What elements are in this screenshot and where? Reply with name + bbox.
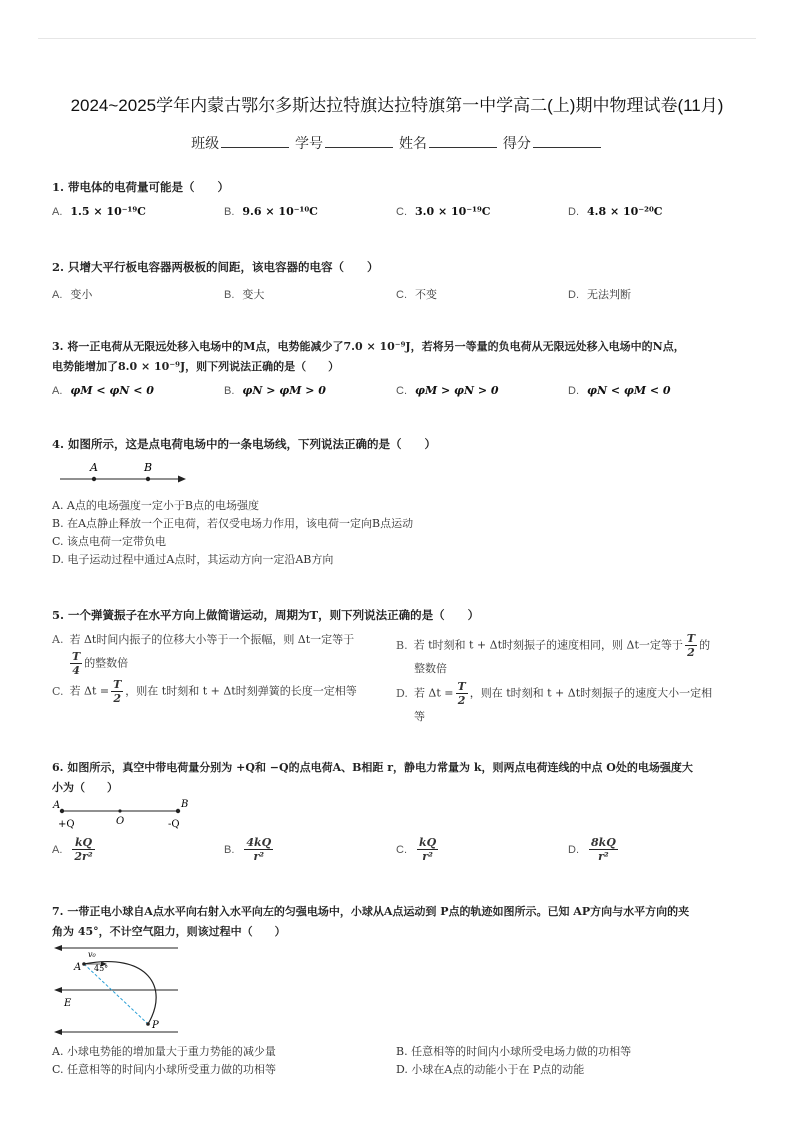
q5-option-a-text: 若 Δt时间内振子的位移大小等于一个振幅，则 Δt一定等于 [69,633,355,646]
point-p-dot [146,1022,150,1026]
q6-option-a-letter: A. [52,843,63,856]
q1-option-c[interactable] [396,205,491,218]
q6-option-d-fraction [589,836,618,863]
fraction-denominator: 2r² [74,850,93,863]
q1-option-c-value: 3.0 × 10⁻¹⁹C [415,205,491,218]
q3-option-a-letter: A. [52,385,63,397]
point-a-label: A [90,461,98,474]
midpoint-o-dot [118,809,121,812]
arrow-head-icon [178,476,186,483]
q5-option-d-fraction [456,680,468,707]
fraction-denominator: 4 [72,664,80,677]
q5-option-d-tail2: 等 [414,710,425,723]
q1-option-d-value: 4.8 × 10⁻²⁰C [587,205,663,218]
question-7 [52,902,754,942]
q1-option-a[interactable] [52,205,146,218]
fraction-numerator: T [686,632,696,645]
q6-option-b-fraction [244,836,273,863]
name-blank[interactable] [429,135,497,148]
charge-a-value: +Q [58,819,75,830]
question-5-stem: 5. 一个弹簧振子在水平方向上做简谐运动，周期为T，则下列说法正确的是（ ） [52,608,480,622]
q2-option-a-value: 变小 [70,288,93,301]
question-2 [52,257,754,277]
q3-option-c-letter: C. [396,385,407,397]
q6-option-c[interactable] [396,836,440,863]
q5-option-a-tail: 的整数倍 [84,656,129,670]
v0-label: v₀ [88,950,96,959]
question-6 [52,758,754,798]
question-7-stem-line1: 7. 一带正电小球自A点水平向右射入水平向左的匀强电场中，小球从A点运动到 P点的轨迹如图所示。已知 AP方向与水平方向的夹 [52,905,690,918]
fraction-numerator: T [113,678,122,691]
charge-b-dot [176,809,180,813]
charge-b-value: -Q [168,819,180,830]
q5-option-a-fraction [70,650,82,677]
question-3-stem-line1: 3. 将一正电荷从无限远处移入电场中的M点，电势能减少了7.0 × 10⁻⁹J，若将另一等量的负电荷从无限远处移入电场中的N点， [52,340,685,353]
q5-option-b-tail: 的 [699,638,711,652]
page-title: 2024~2025学年内蒙古鄂尔多斯达拉特旗达拉特旗第一中学高二(上)期中物理试卷(11月) [70,96,724,115]
q7-trajectory-figure [52,942,184,1038]
class-blank[interactable] [221,135,289,148]
q5-option-d[interactable] [396,680,746,727]
q2-option-b-letter: B. [224,289,235,301]
q1-option-b-value: 9.6 × 10⁻¹⁰C [242,205,318,218]
question-6-stem-line1: 6. 如图所示，真空中带电荷量分别为 +Q和 −Q的点电荷A、B相距 r，静电力常量为 k，则两点电荷连线的中点 O处的电场强度大 [52,761,693,774]
arrow-left-icon [54,987,62,993]
q4-option-d[interactable]: D. 电子运动过程中通过A点时，其运动方向一定沿AB方向 [52,553,334,566]
q5-option-b-text: 若 t时刻和 t + Δt时刻振子的速度相同，则 Δt一定等于 [413,638,683,652]
q6-option-d-letter: D. [568,843,579,856]
q1-option-a-letter: A. [52,206,63,218]
q3-option-d-letter: D. [568,385,579,397]
point-a-dot [82,962,86,966]
point-b-dot [146,477,150,481]
question-1-stem: 1. 带电体的电荷量可能是（ ） [52,180,230,194]
point-p-label: P [152,1020,159,1031]
fraction-numerator: T [457,680,466,693]
q4-option-c[interactable]: C. 该点电荷一定带负电 [52,535,167,548]
point-a-dot [92,477,96,481]
q4-option-b[interactable]: B. 在A点静止释放一个正电荷，若仅受电场力作用，该电荷一定向B点运动 [52,517,414,530]
point-b-label: B [144,461,153,474]
fraction-numerator: kQ [419,836,437,849]
fraction-denominator: 2 [687,646,695,659]
q5-option-d-tail: ，则在 t时刻和 t + Δt时刻振子的速度大小一定相 [469,686,713,700]
q4-field-line-figure [56,460,196,488]
score-blank[interactable] [533,135,601,148]
id-blank[interactable] [325,135,393,148]
q6-option-b[interactable] [224,836,275,863]
q5-option-c-tail: ，则在 t时刻和 t + Δt时刻弹簧的长度一定相等 [125,684,357,698]
q5-option-b[interactable] [396,632,746,679]
q5-option-d-letter: D. [396,686,408,700]
q2-option-d[interactable] [568,286,631,302]
q1-option-c-letter: C. [396,206,407,218]
id-label: 学号 [295,135,324,151]
q5-option-b-letter: B. [396,638,408,652]
q1-option-b-letter: B. [224,206,235,218]
class-label: 班级 [191,135,220,151]
q5-option-b-fraction [685,632,697,659]
angle-label: 45° [94,964,109,973]
field-e-label: E [64,998,72,1009]
charge-b-label: B [181,799,189,810]
q6-charges-figure [50,798,200,832]
q1-option-d-letter: D. [568,206,579,218]
q7-option-a[interactable]: A. 小球电势能的增加量大于重力势能的减少量 [52,1045,276,1058]
q2-option-c[interactable] [396,286,437,302]
q2-option-b-value: 变大 [242,288,265,301]
q3-option-d-value: φN < φM < 0 [587,384,671,397]
fraction-numerator: kQ [72,836,94,850]
q3-option-b[interactable] [224,384,326,397]
fraction-numerator: 8kQ [591,836,616,849]
q5-option-c[interactable] [52,678,392,705]
q5-option-d-text: 若 Δt = [413,686,454,700]
q7-option-c[interactable]: C. 任意相等的时间内小球所受重力做的功相等 [52,1063,277,1076]
q5-option-a-letter: A. [52,633,64,646]
q2-option-c-value: 不变 [415,288,437,301]
q5-option-b-tail2: 整数倍 [414,662,447,675]
question-4 [52,434,754,454]
q6-option-c-fraction [417,836,438,863]
fraction-denominator: 2 [457,694,466,707]
question-7-stem-line2: 角为 45°，不计空气阻力，则该过程中（ ） [52,925,286,938]
q7-option-d[interactable]: D. 小球在A点的动能小于在 P点的动能 [396,1063,585,1076]
q5-option-a[interactable] [52,630,382,677]
fraction-denominator: r² [422,850,433,863]
q4-option-a[interactable]: A. A点的电场强度一定小于B点的电场强度 [52,499,259,512]
q3-option-b-value: φN > φM > 0 [242,384,326,397]
point-a-label: A [74,962,82,973]
q3-option-a[interactable] [52,384,154,397]
q6-option-a[interactable] [52,836,97,863]
charge-a-dot [60,809,64,813]
q2-option-d-letter: D. [568,289,579,301]
fraction-denominator: r² [253,850,265,863]
score-label: 得分 [502,135,531,151]
arrow-left-icon [54,1029,62,1035]
q3-option-b-letter: B. [224,385,235,397]
q2-option-d-value: 无法判断 [587,288,631,301]
question-1 [52,177,754,197]
q2-option-a[interactable] [52,286,92,302]
charge-a-label: A [53,800,61,811]
q2-option-b[interactable] [224,286,264,302]
question-2-stem: 2. 只增大平行板电容器两极板的间距，该电容器的电容（ ） [52,260,379,274]
q1-option-b[interactable] [224,205,318,218]
fraction-numerator: T [72,650,81,663]
q1-option-d[interactable] [568,205,663,218]
ap-dashed-line [84,964,148,1024]
q2-option-a-letter: A. [52,289,63,301]
q6-option-a-fraction [72,836,94,863]
name-label: 姓名 [398,135,427,151]
q5-option-c-letter: C. [52,684,64,698]
q2-option-c-letter: C. [396,289,407,301]
q3-option-c-value: φM > φN > 0 [415,384,499,397]
question-3 [52,337,754,377]
q6-option-b-letter: B. [224,843,235,856]
q1-option-a-value: 1.5 × 10⁻¹⁹C [70,205,146,218]
q5-option-c-text: 若 Δt = [69,684,110,698]
question-3-stem-line2: 电势能增加了8.0 × 10⁻⁹J，则下列说法正确的是（ ） [52,360,340,373]
q3-option-c[interactable] [396,384,499,397]
question-6-stem-line2: 小为（ ） [52,781,118,794]
midpoint-o-label: O [116,816,125,827]
question-4-stem: 4. 如图所示，这是点电荷电场中的一条电场线，下列说法正确的是（ ） [52,437,437,451]
q6-option-d[interactable] [568,836,620,863]
q6-option-c-letter: C. [396,843,407,856]
q5-option-c-fraction [111,678,123,705]
q3-option-a-value: φM < φN < 0 [70,384,154,397]
student-info-line [0,133,794,153]
question-5 [52,605,754,625]
q7-option-b[interactable]: B. 任意相等的时间内小球所受电场力做的功相等 [396,1045,632,1058]
fraction-denominator: r² [598,850,609,863]
arrow-left-icon [54,945,62,951]
top-divider [38,38,756,39]
fraction-denominator: 2 [113,692,122,705]
fraction-numerator: 4kQ [246,836,272,849]
q3-option-d[interactable] [568,384,671,397]
